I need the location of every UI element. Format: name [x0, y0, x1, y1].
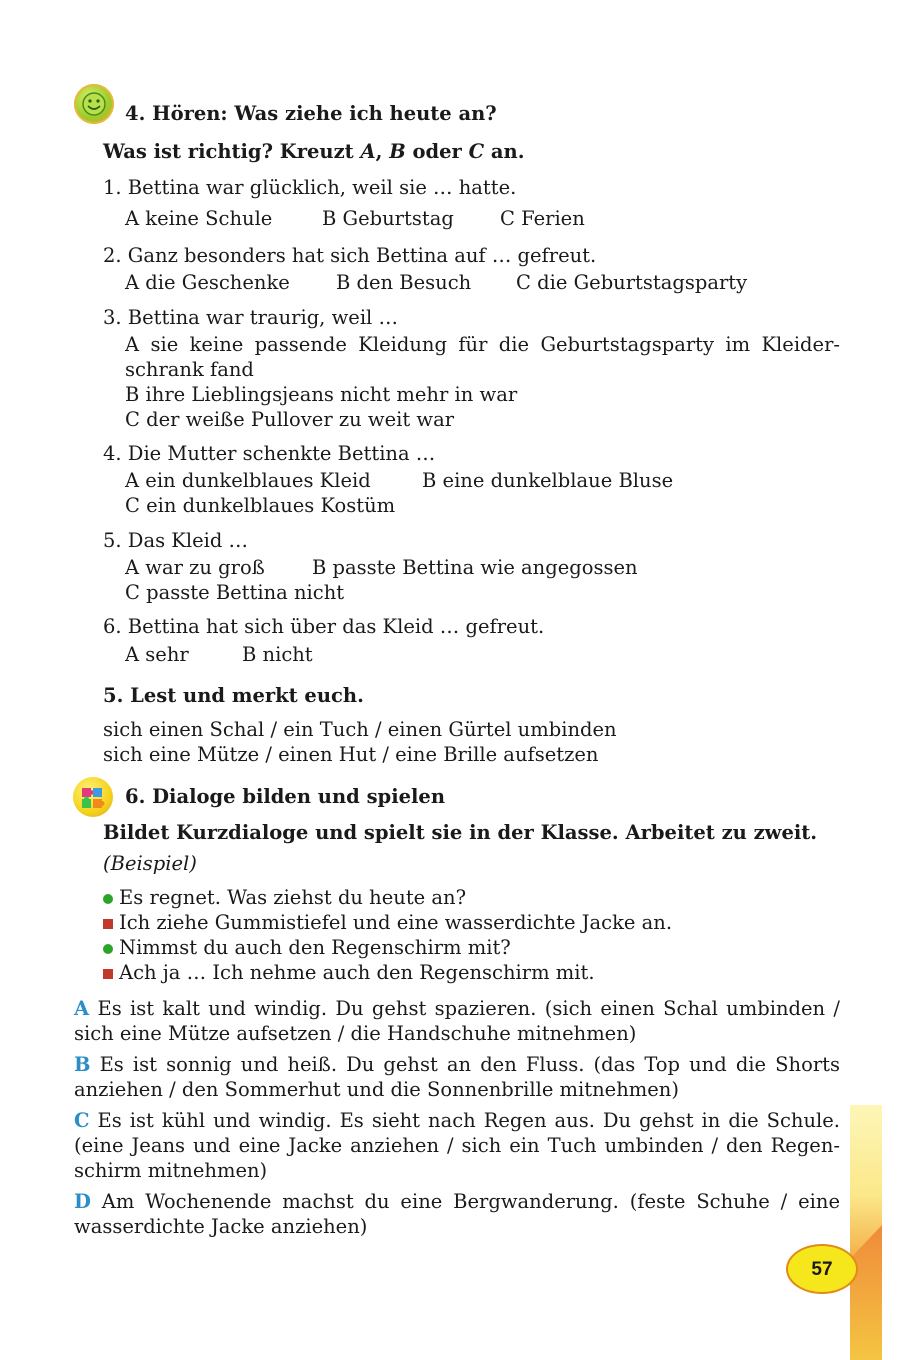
option-a[interactable]: A sie keine passende Kleidung für die Geburtstagsparty im Kleiderschrank fand — [125, 333, 840, 381]
question-2-options — [125, 270, 747, 295]
option-b[interactable]: B ihre Lieblingsjeans nicht mehr in war — [125, 383, 518, 406]
option-a[interactable]: A sehr — [125, 643, 189, 666]
listening-smiley-icon — [74, 84, 114, 124]
section4-title: 4. Hören: Was ziehe ich heute an? — [125, 102, 497, 125]
dialog-line: Ich ziehe Gummistiefel und eine wasserdichte Jacke an. — [103, 910, 672, 935]
section6-instruction: Bildet Kurzdialoge und spielt sie in der Klasse. Arbeitet zu zweit. — [103, 821, 818, 844]
dialog-line: Nimmst du auch den Regenschirm mit? — [103, 935, 511, 960]
vocab-line-1: sich einen Schal / ein Tuch / einen Gürtel umbinden — [103, 718, 617, 741]
green-bullet-icon — [103, 894, 113, 904]
question-1-options — [125, 206, 585, 231]
option-a[interactable]: A war zu groß — [125, 556, 265, 579]
question-6: 6. Bettina hat sich über das Kleid … gefreut. — [103, 615, 545, 638]
page-number: 57 — [811, 1258, 833, 1280]
red-square-bullet-icon — [103, 919, 113, 929]
task-d: D Am Wochenende machst du eine Bergwanderung. (feste Schuhe / eine wasserdichte Jacke anziehen) — [74, 1190, 840, 1238]
vocab-line-2: sich eine Mütze / einen Hut / eine Brille aufsetzen — [103, 743, 599, 766]
option-c[interactable]: C die Geburtstagsparty — [516, 271, 748, 294]
option-b[interactable]: B Geburtstag — [322, 207, 454, 230]
question-6-options — [125, 642, 313, 667]
option-b[interactable]: B den Besuch — [336, 271, 472, 294]
option-c[interactable]: C ein dunkelblaues Kostüm — [125, 494, 396, 517]
dialog-line: Es regnet. Was ziehst du heute an? — [103, 885, 466, 910]
option-a[interactable]: A die Geschenke — [125, 271, 290, 294]
question-5: 5. Das Kleid … — [103, 529, 249, 552]
question-2: 2. Ganz besonders hat sich Bettina auf … gefreut. — [103, 244, 597, 267]
section4-instruction: Was ist richtig? Kreuzt A, B oder C an. — [103, 140, 525, 163]
option-b[interactable]: B eine dunkelblaue Bluse — [422, 469, 674, 492]
question-4-options — [125, 468, 673, 493]
example-label: (Beispiel) — [103, 852, 197, 875]
option-a[interactable]: A ein dunkelblaues Kleid — [125, 469, 371, 492]
dialog-line: Ach ja … Ich nehme auch den Regenschirm mit. — [103, 960, 595, 985]
puzzle-icon — [73, 777, 113, 817]
section6-title: 6. Dialoge bilden und spielen — [125, 785, 445, 808]
question-5-options — [125, 555, 638, 580]
green-bullet-icon — [103, 944, 113, 954]
option-a[interactable]: A keine Schule — [125, 207, 273, 230]
question-3: 3. Bettina war traurig, weil … — [103, 306, 398, 329]
task-b: B Es ist sonnig und heiß. Du gehst an den Fluss. (das Top und die Shorts anziehen / den Sommerhut und die Sonnenbrille mitnehmen) — [74, 1053, 840, 1101]
page-number-badge — [788, 1246, 856, 1292]
question-4: 4. Die Mutter schenkte Bettina … — [103, 442, 436, 465]
option-c[interactable]: C Ferien — [500, 207, 585, 230]
question-1: 1. Bettina war glücklich, weil sie … hatte. — [103, 176, 517, 199]
section5-title: 5. Lest und merkt euch. — [103, 684, 364, 707]
option-c[interactable]: C passte Bettina nicht — [125, 581, 345, 604]
option-b[interactable]: B passte Bettina wie angegossen — [312, 556, 638, 579]
task-c: C Es ist kühl und windig. Es sieht nach Regen aus. Du gehst in die Schule. (eine Jeans und eine Jacke anziehen / sich ein Tuch umbinden / den Regenschirm mitnehmen) — [74, 1109, 840, 1182]
red-square-bullet-icon — [103, 969, 113, 979]
option-c[interactable]: C der weiße Pullover zu weit war — [125, 408, 455, 431]
task-a: A Es ist kalt und windig. Du gehst spazieren. (sich einen Schal umbinden / sich eine Mütze aufsetzen / die Handschuhe mitnehmen) — [74, 997, 840, 1045]
option-b[interactable]: B nicht — [242, 643, 313, 666]
